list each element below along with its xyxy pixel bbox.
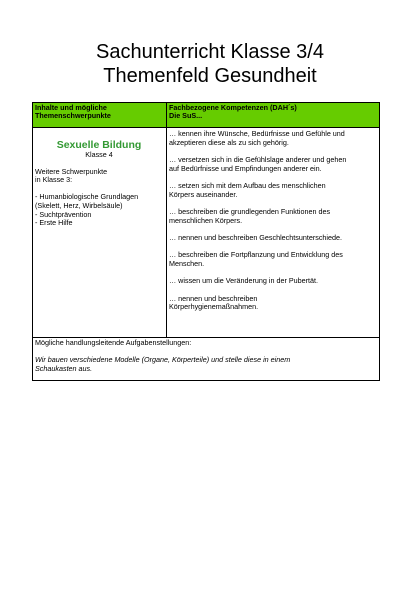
competence-line: … setzen sich mit dem Aufbau des menschlichen — [169, 180, 326, 190]
header-contents-line-1: Inhalte und mögliche — [35, 103, 107, 112]
competence-line: menschlichen Körpers. — [169, 215, 243, 225]
further-topic-item: (Skelett, Herz, Wirbelsäule) — [35, 200, 123, 210]
topic-subtitle: Klasse 4 — [85, 150, 113, 159]
competence-line: … wissen um die Veränderung in der Pubertät. — [169, 276, 319, 286]
tasks-label: Mögliche handlungsleitende Aufgabenstellungen: — [35, 338, 192, 347]
contents-cell — [35, 139, 163, 228]
competence-line: Körperhygienemaßnahmen. — [169, 302, 259, 312]
competence-line: … versetzen sich in die Gefühlslage anderer und gehen — [169, 154, 347, 164]
competence-line: … nennen und beschreiben Geschlechtsunterschiede. — [169, 232, 343, 242]
tasks-text-line-2: Schaukasten aus. — [35, 363, 93, 373]
page-title — [0, 40, 420, 88]
header-competences-line-2: Die SuS... — [169, 111, 203, 121]
competence-line: … nennen und beschreiben — [169, 293, 258, 303]
competence-line: … beschreiben die Fortpflanzung und Entwicklung des — [169, 250, 343, 260]
header-contents-line-2: Themenschwerpunkte — [35, 111, 111, 121]
header-contents — [35, 104, 163, 121]
competence-line: Menschen. — [169, 258, 205, 268]
further-topic-item: - Suchtprävention — [35, 209, 92, 219]
topic-title: Sexuelle Bildung — [56, 139, 142, 151]
competence-item — [169, 277, 377, 286]
further-topics-label-line-1: Weitere Schwerpunkte — [35, 166, 108, 176]
tasks-text-line-1: Wir bauen verschiedene Modelle (Organe, Körperteile) und stelle diese in einem — [35, 354, 291, 364]
title-line-2: Themenfeld Gesundheit — [103, 65, 317, 87]
column-divider — [166, 103, 167, 337]
competence-line: auf Bedürfnisse und Empfindungen anderer ein. — [169, 163, 322, 173]
competence-item — [169, 234, 377, 243]
competence-item — [169, 295, 377, 312]
competence-line: … beschreiben die grundlegenden Funktionen des — [169, 206, 331, 216]
header-competences — [169, 104, 375, 121]
further-topic-item: - Erste Hilfe — [35, 218, 73, 228]
competence-item — [169, 208, 377, 225]
further-topic-item: - Humanbiologische Grundlagen — [35, 192, 139, 202]
tasks-cell — [35, 339, 375, 373]
table-header-row — [33, 103, 379, 128]
competence-line: akzeptieren diese als zu sich gehörig. — [169, 137, 289, 147]
further-topics-label-line-2: in Klasse 3: — [35, 175, 73, 185]
competence-item — [169, 182, 377, 199]
competence-item — [169, 251, 377, 268]
competence-line: Körpers auseinander. — [169, 189, 238, 199]
competence-line: … kennen ihre Wünsche, Bedürfnisse und Gefühle und — [169, 129, 345, 138]
title-line-1: Sachunterricht Klasse 3/4 — [96, 41, 324, 63]
content-table — [32, 102, 380, 381]
competence-item — [169, 156, 377, 173]
competences-cell — [169, 130, 377, 321]
competence-item — [169, 130, 377, 147]
header-competences-line-1: Fachbezogene Kompetenzen (DAH´s) — [169, 103, 297, 112]
